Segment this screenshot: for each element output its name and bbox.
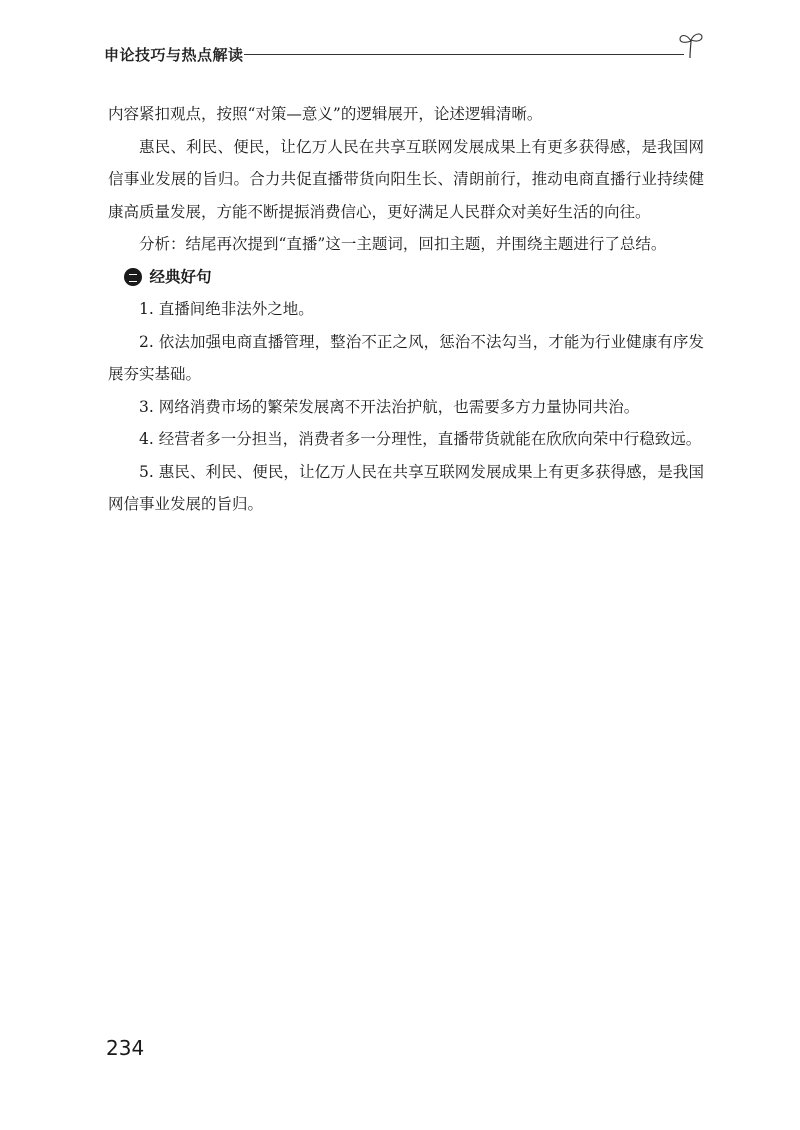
- quote-item: 3. 网络消费市场的繁荣发展离不开法治护航，也需要多方力量协同共治。: [139, 397, 640, 416]
- quote-item: 1. 直播间绝非法外之地。: [139, 300, 314, 318]
- section-heading-label: 经典好句: [149, 267, 212, 286]
- book-title: 申论技巧与热点解读: [104, 46, 244, 64]
- section-badge-icon: [124, 268, 142, 286]
- page-content: [108, 98, 704, 521]
- quote-item: 4. 经营者多一分担当，消费者多一分理性，直播带货就能在欣欣向荣中行稳致远。: [139, 430, 702, 448]
- section-heading: [124, 261, 705, 294]
- analysis-continuation: 内容紧扣观点，按照“对策—意义”的逻辑展开，论述逻辑清晰。: [108, 105, 543, 123]
- header-rule: [244, 54, 684, 55]
- quote-item: 5. 惠民、利民、便民，让亿万人民在共享互联网发展成果上有更多获得感，是我国网信事业发展的旨归。: [108, 462, 704, 513]
- running-header: [104, 30, 704, 70]
- analysis-paragraph: 分析：结尾再次提到“直播”这一主题词，回扣主题，并围绕主题进行了总结。: [139, 235, 667, 253]
- quote-item: 2. 依法加强电商直播管理，整治不正之风，惩治不法勾当，才能为行业健康有序发展夯实基础。: [108, 332, 704, 383]
- page-number: 234: [106, 1036, 145, 1060]
- closing-paragraph: 惠民、利民、便民，让亿万人民在共享互联网发展成果上有更多获得感，是我国网信事业发展的旨归。合力共促直播带货向阳生长、清朗前行，推动电商直播行业持续健康高质量发展，方能不断提振消费信心，更好满足人民群众对美好生活的向往。: [108, 137, 704, 221]
- sprout-icon: [678, 30, 704, 58]
